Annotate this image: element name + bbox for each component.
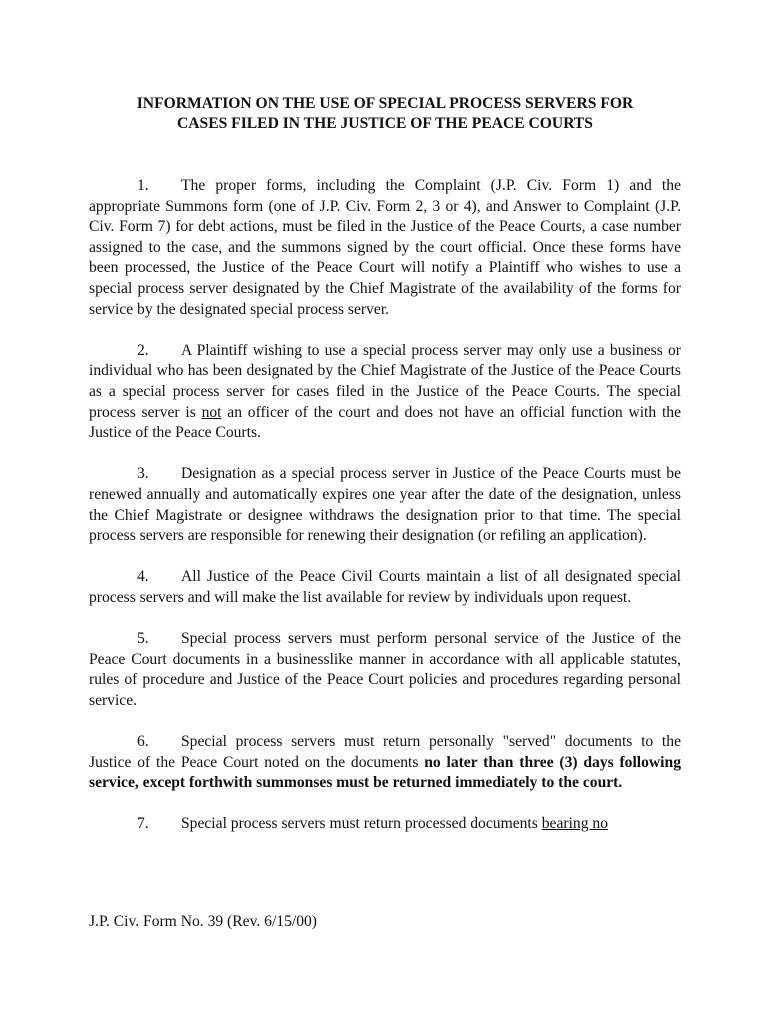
paragraph-number: 1. <box>137 177 149 194</box>
paragraph-5 <box>89 629 681 711</box>
underlined-text: bearing no <box>541 815 608 833</box>
paragraph-text: All Justice of the Peace Civil Courts maintain a list of all designated special process servers and will make the list available for review by individuals upon request. <box>89 568 681 606</box>
paragraph-number: 2. <box>137 341 149 359</box>
paragraph-text: Designation as a special process server in Justice of the Peace Courts must be renewed annually and automatically expires one year after the date of the designation, unless the Chief Magistrate or designee withdraws the designation prior to that time. The special process servers are responsible for renewing their designation (or refiling an application). <box>89 465 681 545</box>
underlined-text: not <box>201 403 222 421</box>
paragraph-number: 7. <box>137 815 149 833</box>
paragraph-2 <box>89 341 681 444</box>
paragraph-text: Special process servers must perform personal service of the Justice of the Peace Court documents in a businesslike manner in accordance with all applicable statutes, rules of procedure and Justice of the Peace Court policies and procedures regarding personal service. <box>89 630 681 709</box>
paragraph-number: 6. <box>137 733 149 751</box>
paragraph-text: A Plaintiff wishing to use a special process server may only use a business or individual who has been designated by the Chief Magistrate of the Justice of the Peace Courts as a special process server for cases filed in the Justice of the Peace Courts. The special process server is <box>89 341 681 421</box>
paragraph-number: 3. <box>137 465 149 483</box>
document-body <box>89 176 681 856</box>
paragraph-4 <box>89 567 681 608</box>
paragraph-3 <box>89 464 681 546</box>
paragraph-text-continued: an officer of the court and does not have an official function with the Justice of the Peace Courts. <box>89 403 681 442</box>
paragraph-number: 4. <box>137 568 149 586</box>
bold-text: no later than three (3) days following service, except forthwith summonses must be returned immediately to the court. <box>89 753 681 792</box>
paragraph-number: 5. <box>137 630 149 648</box>
title-line-2: CASES FILED IN THE JUSTICE OF THE PEACE COURTS <box>177 115 593 132</box>
paragraph-text: Special process servers must return processed documents <box>181 815 542 833</box>
title-line-1: INFORMATION ON THE USE OF SPECIAL PROCESS SERVERS FOR <box>136 95 634 112</box>
paragraph-7 <box>89 814 681 835</box>
paragraph-6 <box>89 732 681 794</box>
paragraph-text: The proper forms, including the Complaint (J.P. Civ. Form 1) and the appropriate Summons form (one of J.P. Civ. Form 2, 3 or 4), and Answer to Complaint (J.P. Civ. Form 7) for debt actions, must be filed in the Justice of the Peace Courts, a case number assigned to the case, and the summons signed by the court official. Once these forms have been processed, the Justice of the Peace Court will notify a Plaintiff who wishes to use a special process server designated by the Chief Magistrate of the availability of the forms for service by the designated special process server. <box>89 177 681 318</box>
form-footer: J.P. Civ. Form No. 39 (Rev. 6/15/00) <box>89 913 317 930</box>
paragraph-text: Special process servers must return personally "served" documents to the Justice of the Peace Court noted on the documents <box>89 733 681 771</box>
document-title <box>90 94 680 134</box>
paragraph-1 <box>89 176 681 320</box>
